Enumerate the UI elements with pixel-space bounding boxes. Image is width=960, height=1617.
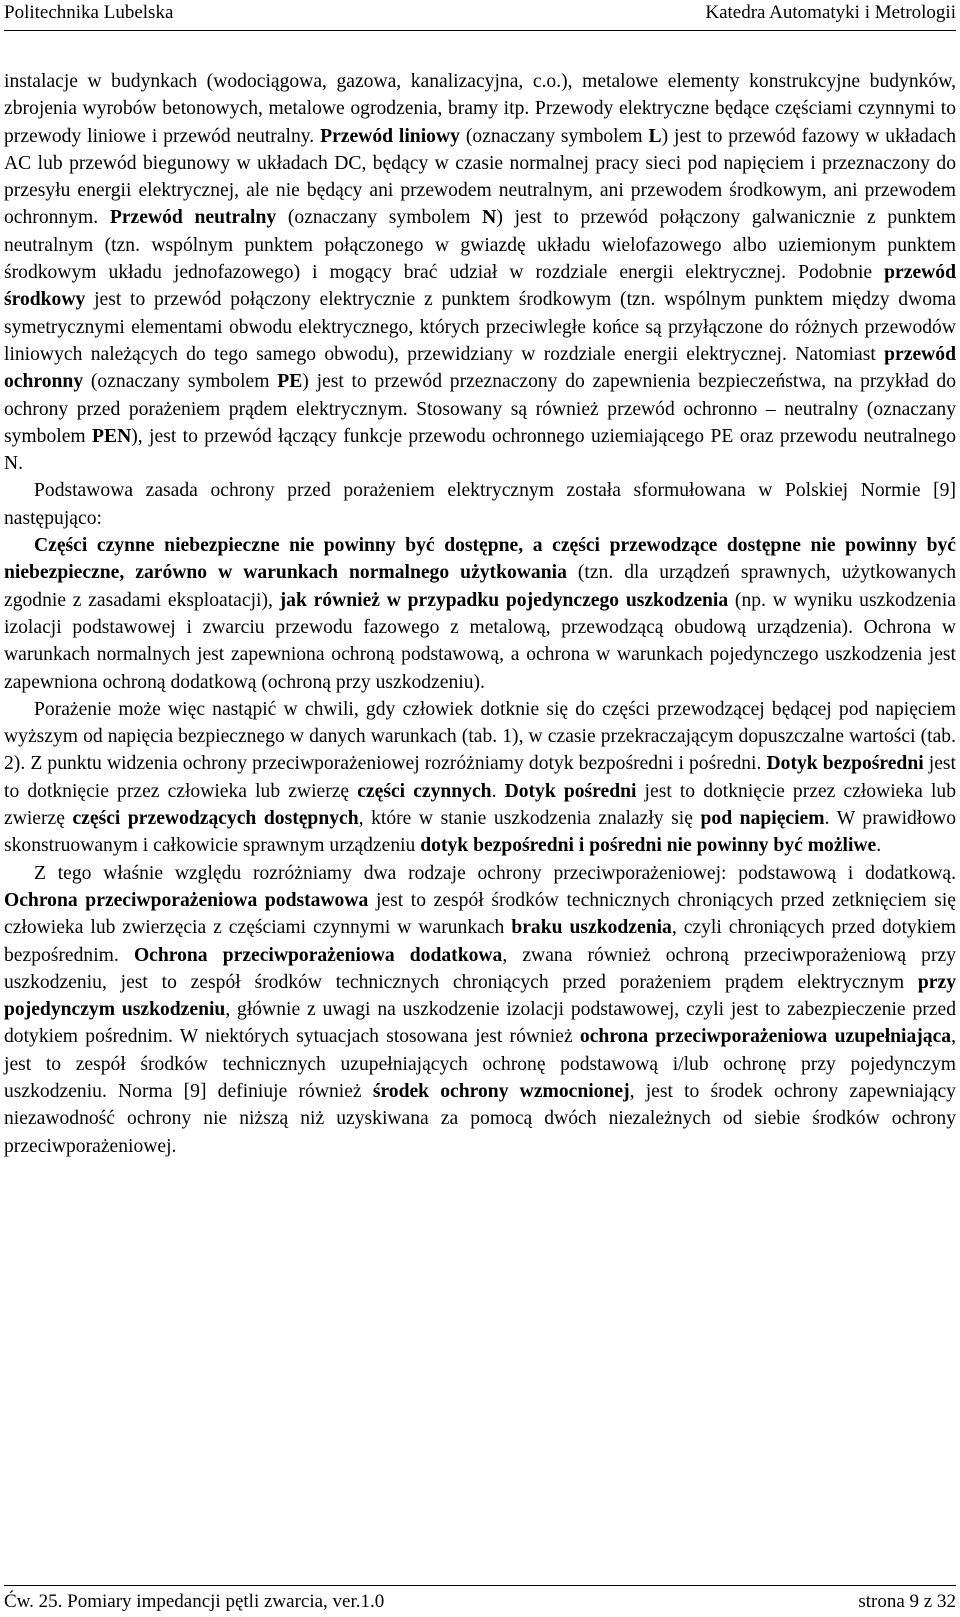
paragraph: [4, 477, 956, 532]
bold-term: części przewodzących dostępnych: [72, 808, 359, 830]
bold-term: PE: [277, 371, 303, 393]
bold-term: pod napięciem: [700, 808, 825, 830]
header-institution: Politechnika Lubelska: [4, 2, 174, 23]
paragraph: [4, 68, 956, 477]
text-run: ) jest to przewód fazowy w układach AC lub przewód biegunowy w układach DC, będący w czasie normalnej pracy sieci pod napięciem i przeznaczony do przesyłu energii elektrycznej, ale nie będący ani przewodem neutralnym, ani przewodem środkowym, ani przewodem ochronnym.: [4, 125, 957, 229]
bold-term: środek ochrony wzmocnionej: [372, 1080, 630, 1102]
bold-term: Przewód liniowy: [320, 125, 460, 147]
bold-term: przewód środkowy: [4, 262, 956, 311]
bold-term: Przewód neutralny: [109, 207, 277, 229]
text-run: (oznaczany symbolem: [276, 207, 483, 229]
text-run: (np. w wyniku uszkodzenia izolacji podstawowej i zwarciu przewodu fazowego z metalową, przewodzącą obudową urządzenia). Ochrona w warunkach normalnych jest zapewniona ochroną podstawową, a ochrona w warunkach pojedynczego uszkodzenia jest zapewniona ochroną dodatkową (ochroną przy uszkodzeniu).: [4, 589, 956, 693]
bold-term: Dotyk bezpośredni: [766, 753, 924, 775]
bold-term: L: [648, 125, 662, 147]
page-footer: [4, 1585, 956, 1616]
text-run: (oznaczany symbolem: [459, 125, 649, 147]
bold-term: braku uszkodzenia: [511, 917, 672, 939]
text-run: ) jest to przewód przeznaczony do zapewnienia bezpieczeństwa, na przykład do ochrony przed porażeniem prądem elektrycznym. Stosowany są również przewód ochronno – neutralny (oznaczany symbolem: [4, 371, 957, 447]
text-run: ), jest to przewód łączący funkcje przewodu ochronnego uziemiającego PE oraz przewodu neutralnego N.: [4, 425, 956, 475]
text-run: ) jest to przewód połączony galwanicznie z punktem neutralnym (tzn. wspólnym punktem połączonego w gwiazdę układu wielofazowego albo uziemionym punktem środkowym układu jednofazowego) i mogący brać udział w rozdziale energii elektrycznej. Podobnie: [4, 207, 956, 284]
bold-term: dotyk bezpośredni i pośredni nie powinny być możliwe: [420, 835, 877, 857]
footer-document-title: Ćw. 25. Pomiary impedancji pętli zwarcia, ver.1.0: [4, 1591, 385, 1612]
document-body: [4, 68, 956, 1160]
bold-term: jak również w przypadku pojedynczego uszkodzenia: [279, 589, 729, 611]
text-run: Porażenie może więc nastąpić w chwili, gdy człowiek dotknie się do części przewodzącej będącej pod napięciem wyższym od napięcia bezpiecznego w danych warunkach (tab. 1), w czasie przekraczającym dopuszczalne wartości (tab. 2). Z punktu widzenia ochrony przeciwporażeniowej rozróżniamy dotyk bezpośredni i pośredni.: [4, 698, 956, 775]
bold-term: przewód ochronny: [4, 343, 956, 393]
text-run: instalacje w budynkach (wodociągowa, gazowa, kanalizacyjna, c.o.), metalowe elementy konstrukcyjne budynków, zbrojenia wyrobów betonowych, metalowe ogrodzenia, bramy itp. Przewody elektryczne będące częściami czynnymi to przewody liniowe i przewód neutralny.: [4, 71, 956, 147]
paragraph: [4, 860, 956, 1160]
text-run: . W prawidłowo skonstruowanym i całkowicie sprawnym urządzeniu: [4, 808, 956, 857]
bold-term: części czynnych: [357, 780, 492, 802]
paragraph: [4, 696, 956, 860]
text-run: .: [491, 780, 505, 802]
bold-term: przy pojedynczym uszkodzeniu: [4, 971, 956, 1021]
bold-term: Ochrona przeciwporażeniowa podstawowa: [4, 889, 369, 911]
text-run: jest to przewód połączony elektrycznie z punktem środkowym (tzn. wspólnym punktem między dwoma symetrycznymi elementami obwodu elektrycznego, których przeciwległe końce są przyłączone do różnych przewodów liniowych należących do tego samego obwodu), przewidziany w rozdziale energii elektrycznej. Natomiast: [4, 289, 956, 365]
footer-page-number: strona 9 z 32: [858, 1591, 956, 1612]
text-run: , zwana również ochroną przeciwporażeniową przy uszkodzeniu, jest to zespół środków technicznych chroniących przed porażeniem prądem elektrycznym: [4, 944, 956, 993]
header-department: Katedra Automatyki i Metrologii: [705, 2, 956, 23]
paragraph: [4, 532, 956, 696]
text-run: Z tego właśnie względu rozróżniamy dwa rodzaje ochrony przeciwporażeniowej: podstawową i dodatkową.: [34, 862, 956, 884]
text-run: (oznaczany symbolem: [83, 371, 278, 393]
text-run: , jest to środek ochrony zapewniający niezawodność ochrony nie niższą niż uzyskiwana za pomocą dwóch niezależnych od siebie środków ochrony przeciwporażeniowej.: [4, 1080, 956, 1157]
text-run: jest to dotknięcie przez człowieka lub zwierzę: [4, 753, 956, 802]
text-run: , głównie z uwagi na uszkodzenie izolacji podstawowej, czyli jest to zabezpieczenie przed dotykiem pośrednim. W niektórych sytuacjach stosowana jest również: [4, 999, 956, 1048]
bold-term: N: [482, 207, 497, 229]
bold-term: ochrona przeciwporażeniowa uzupełniająca: [579, 1026, 952, 1048]
text-run: (tzn. dla urządzeń sprawnych, użytkowanych zgodnie z zasadami eksploatacji),: [4, 562, 956, 611]
bold-term: Części czynne niebezpieczne nie powinny być dostępne, a części przewodzące dostępne nie powinny być niebezpieczne, zarówno w warunkach normalnego użytkowania: [4, 535, 956, 584]
bold-term: PEN: [92, 425, 132, 447]
text-run: , czyli chroniących przed dotykiem bezpośrednim.: [4, 917, 956, 966]
text-run: Podstawowa zasada ochrony przed porażeniem elektrycznym została sformułowana w Polskiej Normie [9] następująco:: [4, 480, 956, 529]
bold-term: Ochrona przeciwporażeniowa dodatkowa: [133, 944, 503, 966]
text-run: .: [876, 835, 882, 857]
bold-term: Dotyk pośredni: [504, 780, 637, 802]
text-run: , jest to zespół środków technicznych uzupełniających ochronę podstawową i/lub ochronę przy pojedynczym uszkodzeniu. Norma [9] definiuje również: [4, 1026, 956, 1102]
page-header: [4, 0, 956, 31]
text-run: , które w stanie uszkodzenia znalazły się: [358, 808, 701, 830]
text-run: jest to zespół środków technicznych chroniących przed zetknięciem się człowieka lub zwierzęcia z częściami czynnymi w warunkach: [4, 889, 956, 939]
text-run: jest to dotknięcie przez człowieka lub zwierzę: [4, 780, 956, 830]
